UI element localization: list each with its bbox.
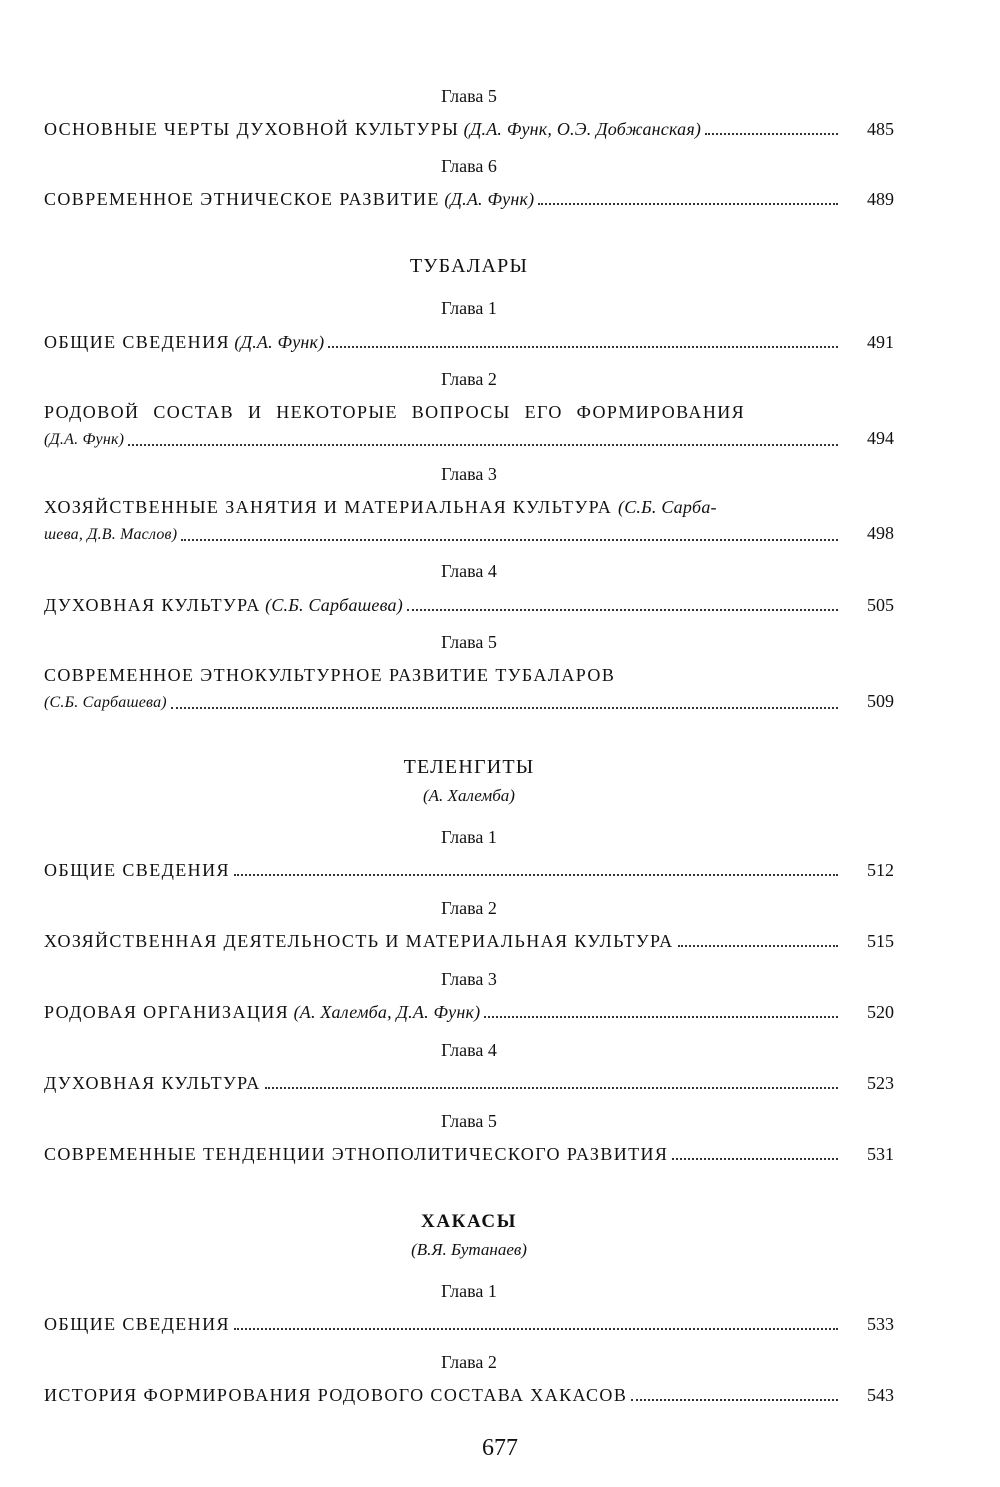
- entry-author: (А. Халемба, Д.А. Функ): [293, 1002, 481, 1022]
- entry-title: СОВРЕМЕННОЕ ЭТНОКУЛЬТУРНОЕ РАЗВИТИЕ ТУБАЛАРОВ: [44, 665, 616, 685]
- entry-title: РОДОВОЙ СОСТАВ И НЕКОТОРЫЕ ВОПРОСЫ ЕГО ФОРМИРОВАНИЯ: [44, 402, 746, 422]
- section-title-khakasy: ХАКАСЫ: [421, 1211, 517, 1232]
- page-number: 531: [867, 1144, 894, 1164]
- page-number: 498: [867, 523, 894, 543]
- page-number: 523: [867, 1073, 894, 1093]
- section-author: (В.Я. Бутанаев): [411, 1240, 527, 1259]
- page-number: 520: [867, 1002, 894, 1022]
- page-number: 515: [867, 931, 894, 951]
- section-title-telengity: ТЕЛЕНГИТЫ: [403, 756, 535, 778]
- leader-dots: [672, 1158, 838, 1160]
- chapter-label: Глава 1: [441, 298, 497, 318]
- entry-title: ХОЗЯЙСТВЕННЫЕ ЗАНЯТИЯ И МАТЕРИАЛЬНАЯ КУЛЬТУРА: [44, 497, 613, 517]
- entry-title: ХОЗЯЙСТВЕННАЯ ДЕЯТЕЛЬНОСТЬ И МАТЕРИАЛЬНАЯ КУЛЬТУРА: [44, 931, 674, 951]
- entry-title: СОВРЕМЕННОЕ ЭТНИЧЕСКОЕ РАЗВИТИЕ: [44, 189, 440, 209]
- entry-author: (Д.А. Функ, О.Э. Добжанская): [463, 119, 702, 139]
- leader-dots: [171, 707, 838, 709]
- page-number: 491: [867, 332, 894, 352]
- entry-author-cont: шева, Д.В. Маслов): [44, 526, 178, 543]
- leader-dots: [678, 945, 838, 947]
- toc-entry[interactable]: [44, 116, 894, 142]
- chapter-label: Глава 2: [441, 898, 497, 918]
- toc-entry[interactable]: [44, 999, 894, 1025]
- chapter-label: Глава 5: [441, 1111, 497, 1131]
- chapter-label: Глава 3: [441, 464, 497, 484]
- leader-dots: [538, 203, 838, 205]
- chapter-label: Глава 5: [441, 86, 497, 106]
- entry-author: (Д.А. Функ): [44, 431, 125, 448]
- leader-dots: [181, 539, 838, 541]
- page-number: 485: [867, 119, 894, 139]
- leader-dots: [265, 1087, 838, 1089]
- entry-title: ОБЩИЕ СВЕДЕНИЯ: [44, 1314, 230, 1334]
- entry-title: ОСНОВНЫЕ ЧЕРТЫ ДУХОВНОЙ КУЛЬТУРЫ: [44, 119, 460, 139]
- entry-title: ОБЩИЕ СВЕДЕНИЯ: [44, 332, 230, 352]
- leader-dots: [128, 444, 838, 446]
- entry-author: (Д.А. Функ): [444, 189, 535, 209]
- entry-author: (Д.А. Функ): [234, 332, 325, 352]
- chapter-label: Глава 3: [441, 969, 497, 989]
- page-number: 505: [867, 595, 894, 615]
- page-number: 489: [867, 189, 894, 209]
- section-title-tubalary: ТУБАЛАРЫ: [409, 255, 529, 277]
- entry-author: (С.Б. Сарбашева): [265, 595, 403, 615]
- chapter-label: Глава 6: [441, 156, 497, 176]
- entry-title: ДУХОВНАЯ КУЛЬТУРА: [44, 595, 261, 615]
- toc-entry[interactable]: [44, 399, 894, 453]
- entry-title: РОДОВАЯ ОРГАНИЗАЦИЯ: [44, 1002, 290, 1022]
- toc-entry[interactable]: [44, 494, 894, 548]
- chapter-label: Глава 1: [441, 1281, 497, 1301]
- toc-entry[interactable]: [44, 928, 894, 954]
- page-number: 494: [867, 428, 894, 448]
- chapter-label: Глава 4: [441, 561, 497, 581]
- toc-entry[interactable]: [44, 662, 894, 716]
- entry-title: ИСТОРИЯ ФОРМИРОВАНИЯ РОДОВОГО СОСТАВА ХАКАСОВ: [44, 1385, 628, 1405]
- toc-entry[interactable]: [44, 1311, 894, 1337]
- toc-entry[interactable]: [44, 186, 894, 212]
- chapter-label: Глава 1: [441, 827, 497, 847]
- entry-title: ОБЩИЕ СВЕДЕНИЯ: [44, 860, 230, 880]
- entry-author: (С.Б. Сарбашева): [44, 694, 167, 711]
- entry-title: ДУХОВНАЯ КУЛЬТУРА: [44, 1073, 261, 1093]
- toc-entry[interactable]: [44, 857, 894, 883]
- chapter-label: Глава 5: [441, 632, 497, 652]
- entry-author: (С.Б. Сарба-: [618, 497, 717, 517]
- toc-entry[interactable]: [44, 329, 894, 355]
- chapter-label: Глава 2: [441, 1352, 497, 1372]
- leader-dots: [631, 1399, 838, 1401]
- toc-entry[interactable]: [44, 1141, 894, 1167]
- chapter-label: Глава 4: [441, 1040, 497, 1060]
- leader-dots: [484, 1016, 838, 1018]
- leader-dots: [328, 346, 838, 348]
- page-folio-number: 677: [482, 1435, 518, 1461]
- section-author: (А. Халемба): [423, 786, 515, 805]
- page-number: 509: [867, 691, 894, 711]
- page-number: 533: [867, 1314, 894, 1334]
- toc-entry[interactable]: [44, 1382, 894, 1408]
- entry-title: СОВРЕМЕННЫЕ ТЕНДЕНЦИИ ЭТНОПОЛИТИЧЕСКОГО РАЗВИТИЯ: [44, 1144, 669, 1164]
- leader-dots: [234, 874, 838, 876]
- chapter-label: Глава 2: [441, 369, 497, 389]
- leader-dots: [705, 133, 838, 135]
- toc-entry[interactable]: [44, 1070, 894, 1096]
- page-number: 512: [867, 860, 894, 880]
- page-number: 543: [867, 1385, 894, 1405]
- toc-entry[interactable]: [44, 592, 894, 618]
- leader-dots: [407, 609, 838, 611]
- leader-dots: [234, 1328, 838, 1330]
